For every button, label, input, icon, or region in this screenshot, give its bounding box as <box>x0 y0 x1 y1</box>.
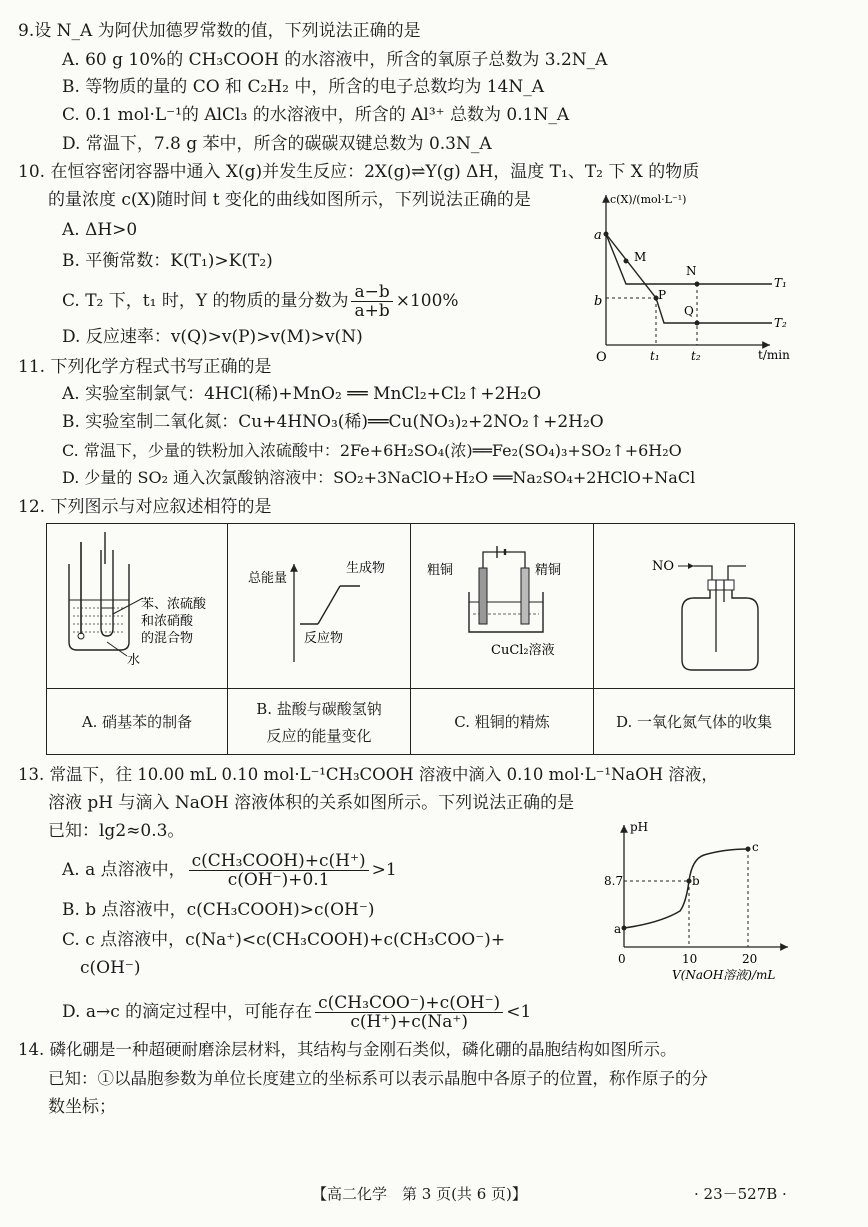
q13-option-a-text: A. a 点溶液中， <box>62 860 186 880</box>
q12-caption-d: D. 一氧化氮气体的收集 <box>594 689 795 755</box>
fig-a-label-4: 水 <box>127 653 141 668</box>
q13-option-d-suffix: <1 <box>506 1002 532 1022</box>
point-b <box>687 879 692 884</box>
q12-caption-c: C. 粗铜的精炼 <box>411 689 594 755</box>
fraction-denominator: c(H⁺)+c(Na⁺) <box>350 1012 468 1032</box>
q11-option-a: A. 实验室制氯气：4HCl(稀)+MnO₂ ══ MnCl₂+Cl₂↑+2H₂O <box>62 384 542 404</box>
q12-stem: 12. 下列图示与对应叙述相符的是 <box>18 497 272 517</box>
xtick-0: 0 <box>618 952 626 966</box>
q14-line-1: 14. 磷化硼是一种超硬耐磨涂层材料，其结构与金刚石类似，磷化硼的晶胞结构如图所示。 <box>18 1040 677 1059</box>
x-axis-label: t/min <box>758 348 790 362</box>
origin-label: O <box>596 350 607 365</box>
gas-collection-figure <box>594 524 794 684</box>
a-label: a <box>594 228 602 243</box>
q9-option-b: B. 等物质的量的 CO 和 C₂H₂ 中，所含的电子总数均为 14N_A <box>62 77 545 97</box>
ytick-8-7: 8.7 <box>604 874 624 888</box>
copper-refining-figure <box>411 524 593 684</box>
q13-option-a-suffix: >1 <box>371 860 397 880</box>
q12-figure-a-cell <box>47 524 228 689</box>
q11-stem: 11. 下列化学方程式书写正确的是 <box>18 357 272 377</box>
label-m: M <box>634 250 647 264</box>
q13-option-c-2: c(OH⁻) <box>80 958 141 978</box>
q12-figure-c-cell <box>411 524 594 689</box>
y-axis-label: pH <box>630 820 649 834</box>
point-m <box>624 259 629 264</box>
q10-option-a: A. ΔH>0 <box>62 220 138 240</box>
fig-d-gas-label: NO <box>652 559 675 574</box>
q9-option-d: D. 常温下，7.8 g 苯中，所含的碳碳双键总数为 0.3N_A <box>62 134 492 154</box>
pure-copper-electrode <box>521 568 529 624</box>
crude-copper-electrode <box>479 568 487 624</box>
label-b: b <box>692 874 700 888</box>
q10-option-d: D. 反应速率：v(Q)>v(P)>v(M)>v(N) <box>62 327 363 347</box>
fraction-numerator: c(CH₃COOH)+c(H⁺) <box>189 852 369 871</box>
energy-diagram-figure <box>228 524 410 684</box>
gas-bottle <box>682 588 758 670</box>
caption-b-line-2: 反应的能量变化 <box>266 726 372 745</box>
fraction-numerator: c(CH₃COO⁻)+c(OH⁻) <box>315 994 503 1013</box>
point-a <box>622 926 627 931</box>
label-c: c <box>752 840 759 854</box>
q12-figure-table <box>46 523 795 755</box>
q10-stem-2: 的量浓度 c(X)随时间 t 变化的曲线如图所示，下列说法正确的是 <box>48 190 531 210</box>
q10-option-c-text: C. T₂ 下，t₁ 时，Y 的物质的量分数为 <box>62 291 349 311</box>
fig-c-solution-label: CuCl₂溶液 <box>491 643 555 658</box>
q12-caption-a: A. 硝基苯的制备 <box>47 689 228 755</box>
q13-option-a-fraction <box>189 852 369 889</box>
q12-figure-b-cell <box>228 524 411 689</box>
q13-stem-1: 13. 常温下，往 10.00 mL 0.10 mol·L⁻¹CH₃COOH 溶液中滴入 0.10 mol·L⁻¹NaOH 溶液， <box>18 765 718 784</box>
label-q: Q <box>684 304 694 318</box>
test-tube <box>101 550 113 636</box>
q11-option-b: B. 实验室制二氧化氮：Cu+4HNO₃(稀)══Cu(NO₃)₂+2NO₂↑+2H₂O <box>62 412 604 432</box>
xtick-20: 20 <box>742 952 758 966</box>
y-axis-label: c(X)/(mol·L⁻¹) <box>610 193 687 206</box>
label-t1: T₁ <box>774 276 787 290</box>
label-n: N <box>686 264 697 278</box>
fraction-denominator: a+b <box>354 301 390 321</box>
q9-option-c: C. 0.1 mol·L⁻¹的 AlCl₃ 的水溶液中，所含的 Al³⁺ 总数为 0.1N_A <box>62 105 570 125</box>
q9-stem: 9.设 N_A 为阿伏加德罗常数的值，下列说法正确的是 <box>18 21 421 41</box>
q10-option-c <box>62 283 459 320</box>
caption-b-line-1: B. 盐酸与碳酸氢钠 <box>256 699 382 718</box>
fig-b-product-label: 生成物 <box>346 561 386 576</box>
q13-option-b: B. b 点溶液中，c(CH₃COOH)>c(OH⁻) <box>62 900 375 920</box>
page-footer: 【高二化学 第 3 页(共 6 页)】 <box>312 1185 527 1203</box>
label-a: a <box>614 922 622 936</box>
q11-option-c: C. 常温下，少量的铁粉加入浓硫酸中：2Fe+6H₂SO₄(浓)══Fe₂(SO₄)₃+SO₂↑+6H₂O <box>62 441 682 460</box>
page-code: · 23－527B · <box>694 1185 787 1203</box>
q14-line-3: 数坐标； <box>48 1097 116 1117</box>
fig-c-left-label: 粗铜 <box>427 563 454 578</box>
energy-rise <box>318 586 340 624</box>
fig-b-reactant-label: 反应物 <box>304 631 344 646</box>
q13-option-d <box>62 994 531 1031</box>
x-axis-label: V(NaOH溶液)/mL <box>672 968 776 982</box>
q11-option-d: D. 少量的 SO₂ 通入次氯酸钠溶液中：SO₂+3NaClO+H₂O ══Na₂SO₄+2HClO+NaCl <box>62 468 696 487</box>
tick-t2: t₂ <box>691 349 701 363</box>
xtick-10: 10 <box>682 952 698 966</box>
q10-option-c-suffix: ×100% <box>395 291 459 311</box>
point-a <box>604 232 609 237</box>
q10-concentration-graph <box>590 183 800 368</box>
tick-t1: t₁ <box>650 349 660 363</box>
point-c <box>746 847 751 852</box>
stopper <box>708 580 734 590</box>
q13-ph-titration-graph <box>600 815 800 985</box>
fig-a-label-2: 和浓硝酸 <box>141 614 194 629</box>
titration-curve <box>624 849 748 928</box>
q13-option-d-fraction <box>315 994 503 1031</box>
q13-option-d-text: D. a→c 的滴定过程中，可能存在 <box>62 1002 313 1022</box>
fig-a-label-3: 的混合物 <box>141 631 194 646</box>
q14-line-2: 已知：①以晶胞参数为单位长度建立的坐标系可以表示晶胞中各原子的位置，称作原子的分 <box>48 1069 708 1088</box>
point-q <box>695 321 700 326</box>
q12-caption-b <box>228 689 411 755</box>
point-n <box>695 282 700 287</box>
fig-c-right-label: 精铜 <box>535 563 562 578</box>
q10-option-b: B. 平衡常数：K(T₁)>K(T₂) <box>62 251 273 271</box>
b-label: b <box>594 294 603 309</box>
fig-b-energy-label: 总能量 <box>248 571 288 586</box>
fraction-numerator: a−b <box>351 283 392 302</box>
q12-figure-d-cell <box>594 524 795 689</box>
nitrobenzene-apparatus-figure <box>47 524 227 684</box>
q13-option-a <box>62 852 397 889</box>
q13-option-c-1: C. c 点溶液中，c(Na⁺)<c(CH₃COOH)+c(CH₃COO⁻)+ <box>62 930 506 950</box>
q10-stem-1: 10. 在恒容密闭容器中通入 X(g)并发生反应：2X(g)⇌Y(g) ΔH，温度 T₁、T₂ 下 X 的物质 <box>18 162 700 182</box>
fraction-denominator: c(OH⁻)+0.1 <box>227 870 330 890</box>
q9-option-a: A. 60 g 10%的 CH₃COOH 的水溶液中，所含的氧原子总数为 3.2N_A <box>62 50 608 70</box>
fig-a-label-1: 苯、浓硫酸 <box>141 597 207 612</box>
q10-option-c-fraction <box>351 283 392 320</box>
q13-stem-2: 溶液 pH 与滴入 NaOH 溶液体积的关系如图所示。下列说法正确的是 <box>48 793 575 813</box>
q13-known: 已知：lg2≈0.3。 <box>48 821 185 841</box>
label-t2: T₂ <box>774 316 787 330</box>
label-p: P <box>658 288 667 302</box>
